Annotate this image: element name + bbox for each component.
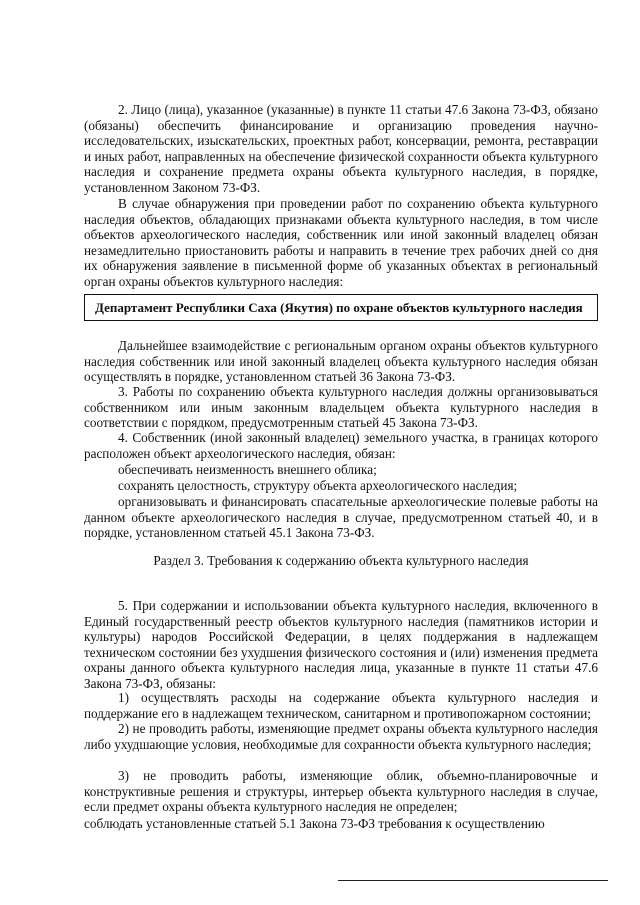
- paragraph-5-2-text: 2) не проводить работы, изменяющие предмет охраны объекта культурного наследия либо ухудшающие условия, необходимые для сохранности объекта культурного наследия;: [84, 721, 598, 752]
- paragraph-4a-text: обеспечивать неизменность внешнего облика;: [118, 462, 377, 477]
- paragraph-2: [84, 102, 598, 196]
- paragraph-4c-text: организовывать и финансировать спасательные археологические полевые работы на данном объекте археологического наследия в случае, предусмотренном статьей 40, и в порядке, установленном статьей 45.1 Закона 73-ФЗ.: [84, 494, 598, 541]
- paragraph-5: [84, 598, 598, 692]
- paragraph-4b: [84, 478, 598, 494]
- paragraph-last: соблюдать установленные статьей 5.1 Закона 73-ФЗ требования к осуществлению: [84, 816, 545, 831]
- paragraph-4c: [84, 494, 598, 541]
- paragraph-further-text: Дальнейшее взаимодействие с региональным органом охраны объектов культурного наследия собственник или иной законный владелец объекта культурного наследия обязан осуществлять в порядке, установленном статьей 36 Закона 73-ФЗ.: [84, 338, 598, 385]
- paragraph-2-text: 2. Лицо (лица), указанное (указанные) в пункте 11 статьи 47.6 Закона 73-ФЗ, обязано (обязаны) обеспечить финансирование и организацию проведения научно-исследовательских, изыскательских, проектных работ, консервации, ремонта, реставрации и иных работ, направленных на обеспечение физической сохранности объекта культурного наследия и сохранение предмета охраны объекта культурного наследия, в порядке, установленном Законом 73-ФЗ.: [84, 102, 598, 195]
- paragraph-3-text: 3. Работы по сохранению объекта культурного наследия должны организовываться собственником или иным законным владельцем объекта культурного наследия в соответствии с порядком, предусмотренным статьей 45 Закона 73-ФЗ.: [84, 384, 598, 431]
- paragraph-5-2: [84, 721, 598, 752]
- paragraph-4b-text: сохранять целостность, структуру объекта археологического наследия;: [118, 478, 518, 493]
- paragraph-5-3-text: 3) не проводить работы, изменяющие облик, объемно-планировочные и конструктивные решения и структуры, интерьер объекта культурного наследия в случае, если предмет охраны объекта культурного наследия не определен;: [84, 768, 598, 815]
- paragraph-4-text: 4. Собственник (иной законный владелец) земельного участка, в границах которого расположен объект археологического наследия, обязан:: [84, 430, 598, 461]
- paragraph-discovery-text: В случае обнаружения при проведении работ по сохранению объекта культурного наследия объектов, обладающих признаками объекта культурного наследия, в том числе объектов археологического наследия, собственник или иной законный владелец обязан незамедлительно приостановить работы и направить в течение трех рабочих дней со дня их обнаружения заявление в письменной форме об указанных объектах в региональный орган охраны объектов культурного наследия:: [84, 196, 598, 289]
- department-stamp: [84, 294, 598, 321]
- paragraph-5-3: [84, 768, 598, 815]
- footer-divider: [338, 880, 608, 881]
- department-stamp-text: Департамент Республики Саха (Якутия) по охране объектов культурного наследия: [95, 300, 583, 315]
- paragraph-5-1: [84, 690, 598, 721]
- paragraph-4a: [84, 462, 598, 478]
- paragraph-further-interaction: [84, 338, 598, 385]
- paragraph-5-text: 5. При содержании и использовании объекта культурного наследия, включенного в Единый государственный реестр объектов культурного наследия (памятников истории и культуры) народов Российской Федерации, в целях поддержания в надлежащем техническом состоянии без ухудшения физического состояния и (или) изменения предмета охраны данного объекта культурного наследия лица, указанные в пункте 11 статьи 47.6 Закона 73-ФЗ, обязаны:: [84, 598, 598, 691]
- paragraph-3: [84, 384, 598, 431]
- paragraph-discovery: [84, 196, 598, 290]
- paragraph-4: [84, 430, 598, 461]
- section-heading: Раздел 3. Требования к содержанию объекта культурного наследия: [153, 553, 529, 568]
- paragraph-5-1-text: 1) осуществлять расходы на содержание объекта культурного наследия и поддержание его в надлежащем техническом, санитарном и противопожарном состоянии;: [84, 690, 598, 721]
